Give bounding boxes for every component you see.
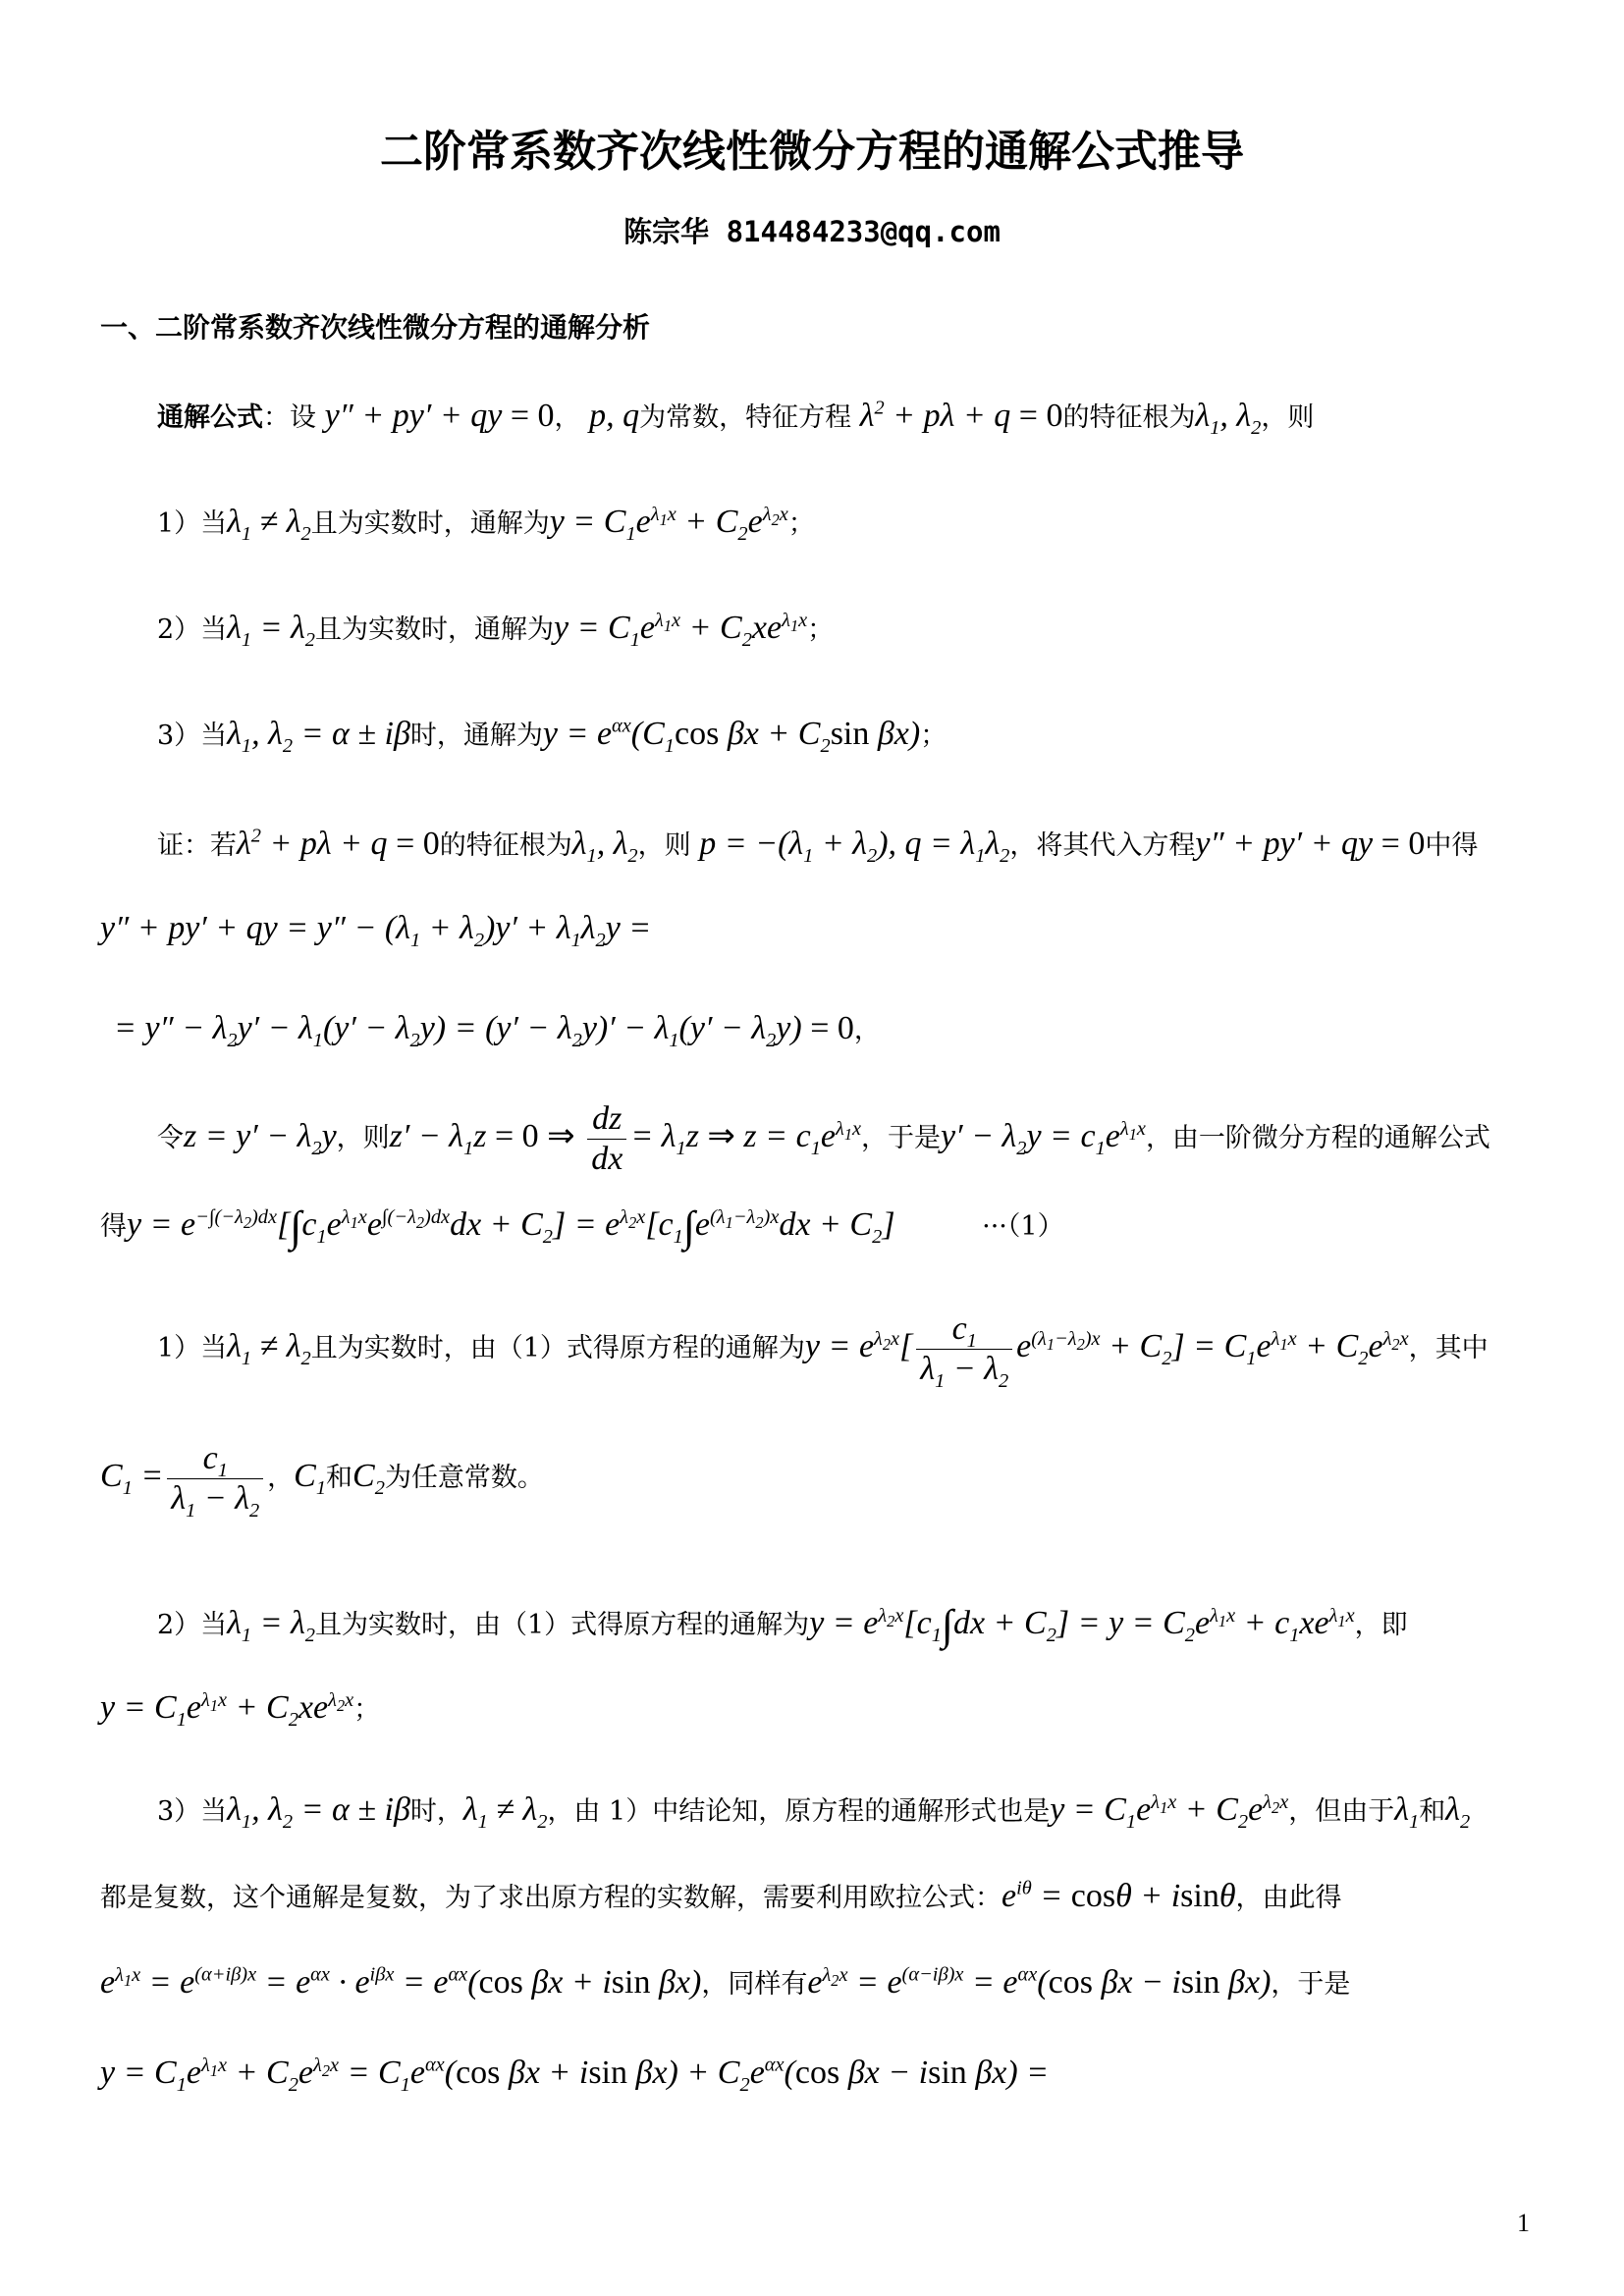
derivation-case-3: 3）当$\lambda_1$, $\lambda_2 = \alpha \pm i\beta$时，$\lambda_1 \ne \lambda_2$，由 1）中结论知，原方程的通解形式也是$y = C_1e^{\lambda_1x} + C_2e^{\lambda_2x}$，但由于$\lambda_1$和$\lambda_2$ (157, 1790, 1471, 1833)
euler-expansion-line: $e^{\lambda_1x} = e^{(\alpha+i\beta)x} = e^{\alpha x} \cdot e^{i\beta x} = e^{\alpha x}(\cos$ βx + isin βx)，同样有$e^{\lambda_2x} = e^{(\alpha-i\beta)x} = e^{\alpha x}(\cos$ βx − isin βx)，于是 (100, 1963, 1351, 2001)
case-3: 3）当$\lambda_1$, $\lambda_2 = \alpha \pm i\beta$时，通解为$y = e^{\alpha x}(C_1\cos$ $\beta x + C_2\sin$ βx)； (157, 715, 947, 757)
document-title: 二阶常系数齐次线性微分方程的通解公式推导 (380, 127, 1244, 177)
equation-1: 得$y = e^{-\int(-\lambda_2)dx}[\int c_1e^{\lambda_1x}e^{\int(-\lambda_2)dx}dx + C_2] = e^{\lambda_2x}[c_1\int e^{(\lambda_1-\lambda_2)x}dx + C_2] \cdot\cdot\cdot(1)$ (100, 1202, 1064, 1251)
constant-definition: $C_1$ = $\frac{c_1}{\lambda_1 - \lambda_2}$ ，$C_1$和$C_2$为任意常数。 (100, 1440, 544, 1522)
proof-line-1: 证：若$\lambda^2 + p\lambda + q = 0$的特征根为$\lambda_1$, $\lambda_2$，则 $p = -(\lambda_1 + \lambda_2)$, $q = \lambda_1\lambda_2$，将其代入方程y″ + py′ + qy = 0中得 (157, 825, 1479, 867)
author-line (0, 210, 1624, 250)
char-equation: $\lambda^2 + p\lambda + q = 0$ (859, 397, 1063, 434)
author-email: 814484233@qq.com (726, 215, 1001, 248)
case-2: 2）当$\lambda_1 = \lambda_2$且为实数时，通解为$y = C_1e^{\lambda_1x} + C_2xe^{\lambda_1x}$； (157, 609, 835, 651)
case-1: 1）当$\lambda_1 \ne \lambda_2$且为实数时，通解为$y = C_1e^{\lambda_1x} + C_2e^{\lambda_2x}$； (157, 503, 815, 545)
final-expansion-line: $y = C_1e^{\lambda_1x} + C_2e^{\lambda_2x} = C_1e^{\alpha x}(\cos$ βx + isin $\beta x) + C_2e^{\alpha x}(\cos$ βx − isin βx) = (100, 2054, 1050, 2096)
equation-tag: ···（1） (982, 1211, 1064, 1242)
author-name: 陈宗华 (623, 215, 710, 248)
euler-formula-line: 都是复数，这个通解是复数，为了求出原方程的实数解，需要利用欧拉公式：$e^{i\theta} = \cos\theta + isin\theta$，由此得 (100, 1877, 1342, 1914)
substitution-line: 令$z = y' - \lambda_2y$，则$z' - \lambda_1z = 0$ ⇒ $\frac{dz}{dx}$ = $\lambda_1z$ ⇒ $z = c_1e^{\lambda_1x}$，于是$y' - \lambda_2y = c_1e^{\lambda_1x}$，由一阶微分方程的通解公式 (157, 1100, 1490, 1177)
derivation-case-1: 1）当$\lambda_1 \ne \lambda_2$且为实数时，由（1）式得原方程的通解为$y = e^{\lambda_2x}$[ $\frac{c_1}{\lambda_1 - \lambda_2}$ $e^{(\lambda_1-\lambda_2)x} + C_2] = C_1e^{\lambda_1x} + C_2e^{\lambda_2x}$，其中 (157, 1310, 1489, 1392)
proof-line-3: = $y'' - \lambda_2y' - \lambda_1(y' - \lambda_2y) = (y' - \lambda_2y)' - \lambda_1(y' - \lambda_2y) = 0$， (114, 1010, 881, 1051)
derivation-case-2: 2）当$\lambda_1 = \lambda_2$且为实数时，由（1）式得原方程的通解为$y = e^{\lambda_2x}[c_1\int dx + C_2] = y = C_2e^{\lambda_1x} + c_1xe^{\lambda_1x}$，即 (157, 1601, 1408, 1649)
formula-label: 通解公式 (157, 402, 263, 433)
section-heading: 一、二阶常系数齐次线性微分方程的通解分析 (100, 311, 651, 344)
page-number: 1 (1517, 2209, 1530, 2237)
ode-equation: y″ + py′ + qy = 0 (324, 398, 555, 434)
derivation-case-2-result: $y = C_1e^{\lambda_1x} + C_2xe^{\lambda_2x}$； (100, 1688, 381, 1731)
proof-line-2: y″ + py′ + qy = $y'' - (\lambda_1 + \lambda_2)y' + \lambda_1\lambda_2y$ = (100, 910, 652, 951)
formula-statement: 通解公式：设 y″ + py′ + qy = 0， p, q为常数，特征方程 $\lambda^2 + p\lambda + q = 0$的特征根为$\lambda_1$, $\lambda_2$，则 (157, 397, 1315, 439)
